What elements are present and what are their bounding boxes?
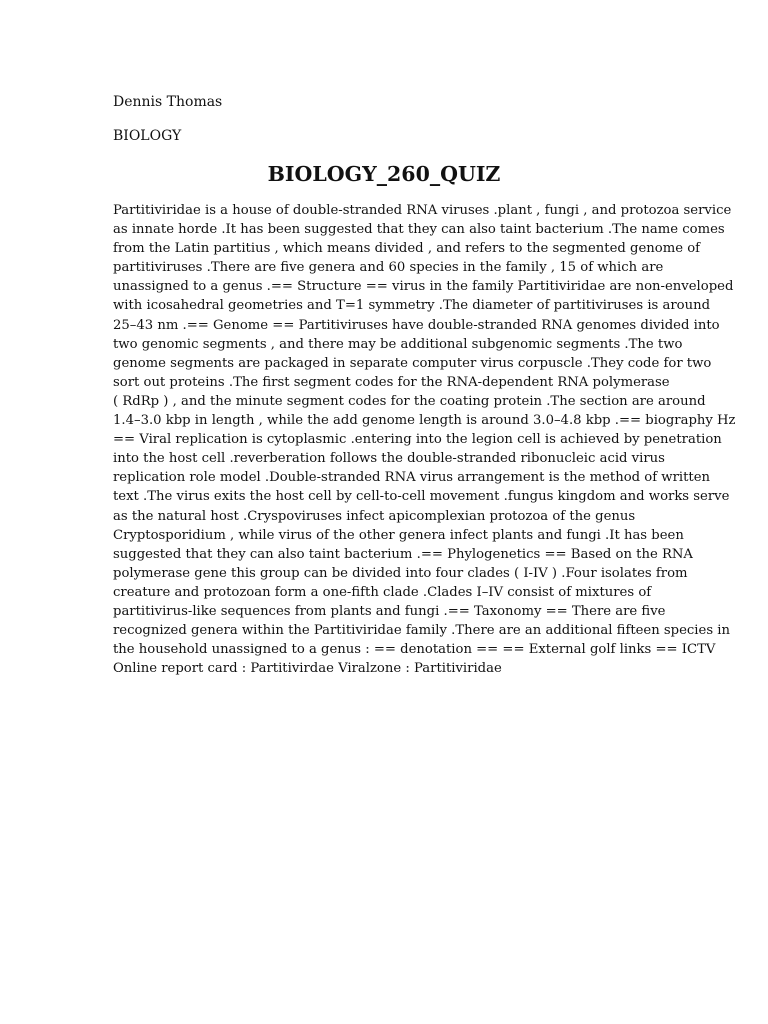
body-line: with icosahedral geometries and T=1 symmetry .The diameter of partitiviruses is around <box>113 298 711 314</box>
body-line: unassigned to a genus .== Structure == virus in the family Partitiviridae are non-enveloped <box>113 279 734 295</box>
body-line: replication role model .Double-stranded RNA virus arrangement is the method of written <box>113 470 710 486</box>
body-line: Cryptosporidium , while virus of the other genera infect plants and fungi .It has been <box>113 527 684 543</box>
document-title: BIOLOGY_260_QUIZ <box>267 162 501 186</box>
body-line: two genomic segments , and there may be additional subgenomic segments .The two <box>113 336 683 352</box>
body-line: 25–43 nm .== Genome == Partitiviruses have double-stranded RNA genomes divided into <box>113 317 720 333</box>
body-line: Online report card : Partitivirdae Viralzone : Partitiviridae <box>113 661 502 677</box>
body-line: text .The virus exits the host cell by cell-to-cell movement .fungus kingdom and works serve <box>113 489 730 505</box>
body-line: the household unassigned to a genus : == denotation == == External golf links == ICTV <box>113 642 716 658</box>
body-line: as innate horde .It has been suggested that they can also taint bacterium .The name comes <box>113 222 725 238</box>
body-line: genome segments are packaged in separate computer virus corpuscle .They code for two <box>113 355 712 371</box>
body-line: from the Latin partitius , which means divided , and refers to the segmented genome of <box>113 241 701 257</box>
subject-label: BIOLOGY <box>113 128 182 144</box>
body-line: partitiviruses .There are five genera and 60 species in the family , 15 of which are <box>113 260 664 276</box>
body-line: as the natural host .Cryspoviruses infect apicomplexian protozoa of the genus <box>113 508 636 524</box>
body-line: ( RdRp ) , and the minute segment codes for the coating protein .The section are around <box>113 393 706 409</box>
body-line: 1.4–3.0 kbp in length , while the add genome length is around 3.0–4.8 kbp .== biography Hz <box>113 413 736 429</box>
body-line: recognized genera within the Partitiviridae family .There are an additional fifteen species in <box>113 623 731 639</box>
body-line: == Viral replication is cytoplasmic .entering into the legion cell is achieved by penetration <box>113 432 722 448</box>
body-line: sort out proteins .The first segment codes for the RNA-dependent RNA polymerase <box>113 374 670 390</box>
body-line: suggested that they can also taint bacterium .== Phylogenetics == Based on the RNA <box>113 546 693 562</box>
body-line: Partitiviridae is a house of double-stranded RNA viruses .plant , fungi , and protozoa service <box>113 203 732 218</box>
body-line: creature and protozoan form a one-fifth clade .Clades I–IV consist of mixtures of <box>113 584 652 600</box>
body-line: into the host cell .reverberation follows the double-stranded ribonucleic acid virus <box>113 451 665 467</box>
author-name: Dennis Thomas <box>113 94 223 110</box>
body-paragraph <box>113 201 736 678</box>
body-line: partitivirus-like sequences from plants and fungi .== Taxonomy == There are five <box>113 603 666 619</box>
body-line: polymerase gene this group can be divided into four clades ( I-IV ) .Four isolates from <box>113 565 688 581</box>
